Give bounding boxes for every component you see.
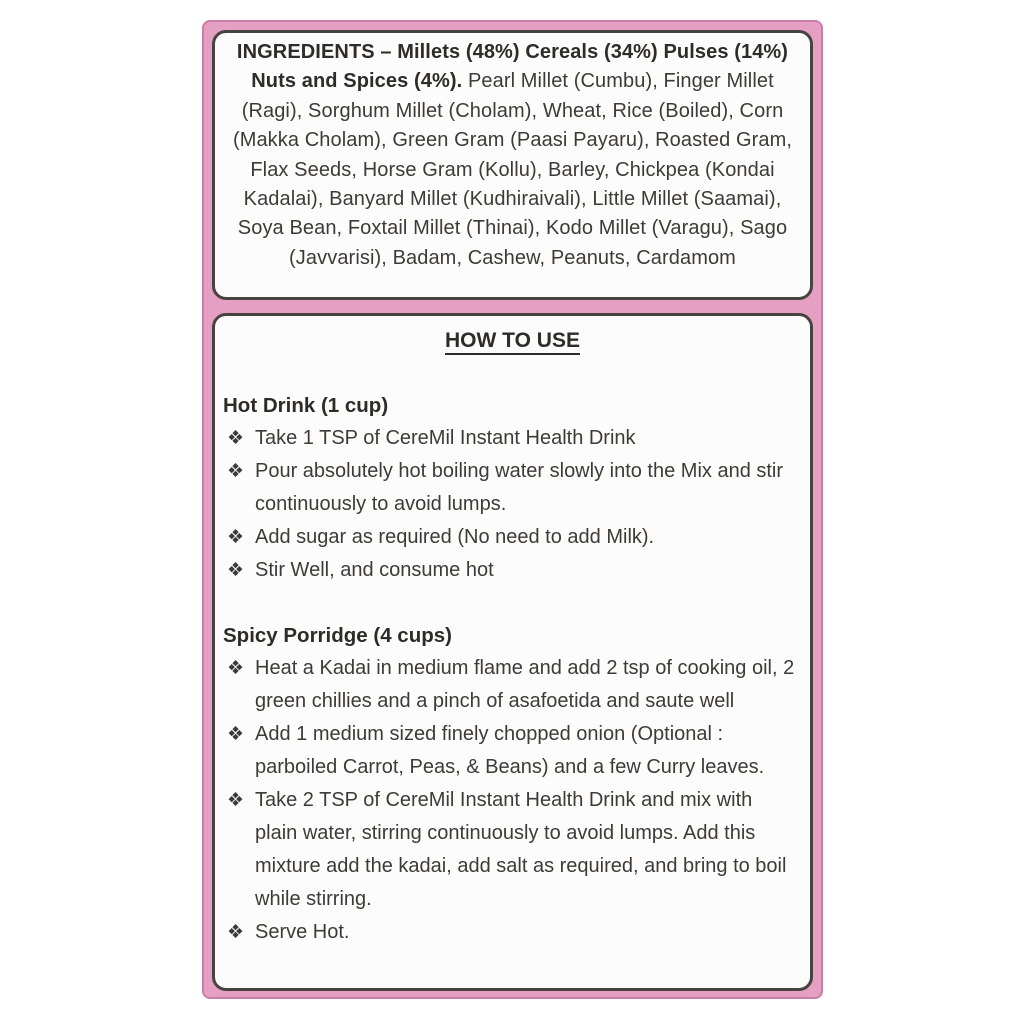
how-to-use-title: [223, 324, 802, 357]
how-to-use-panel: [212, 313, 813, 991]
ingredients-list: Pearl Millet (Cumbu), Finger Millet (Ragi), Sorghum Millet (Cholam), Wheat, Rice (Boiled), Corn (Makka Cholam), Green Gram (Paasi Payaru), Roasted Gram, Flax Seeds, Horse Gram (Kollu), Barley, Chickpea (Kondai Kadalai), Banyard Millet (Kudhiraivali), Little Millet (Saamai), Soya Bean, Foxtail Millet (Thinai), Kodo Millet (Varagu), Sago (Javvarisi), Badam, Cashew, Peanuts, Cardamom: [232, 70, 793, 269]
spicy-porridge-section: [223, 619, 802, 949]
instruction-step: [227, 455, 798, 521]
step-text: Take 1 TSP of CereMil Instant Health Drink: [255, 427, 636, 449]
spicy-porridge-steps: [223, 652, 802, 949]
hot-drink-heading: Hot Drink (1 cup): [223, 394, 389, 417]
diamond-bullet-icon: ❖: [227, 461, 245, 482]
step-text: Serve Hot.: [255, 921, 350, 943]
step-text: Add sugar as required (No need to add Milk).: [255, 526, 655, 548]
instruction-step: [227, 718, 798, 784]
how-to-use-title-text: HOW TO USE: [445, 329, 580, 355]
spicy-porridge-heading: Spicy Porridge (4 cups): [223, 624, 452, 647]
diamond-bullet-icon: ❖: [227, 527, 245, 548]
ingredients-heading: INGREDIENTS – Millets (48%) Cereals (34%) Pulses (14%) Nuts and Spices (4%).: [236, 41, 789, 93]
step-text: Heat a Kadai in medium flame and add 2 tsp of cooking oil, 2 green chillies and a pinch of asafoetida and saute well: [255, 657, 795, 712]
step-text: Stir Well, and consume hot: [255, 559, 494, 581]
hot-drink-section: [223, 389, 802, 587]
instruction-step: [227, 422, 798, 455]
instruction-step: [227, 554, 798, 587]
instruction-step: [227, 784, 798, 916]
step-text: Take 2 TSP of CereMil Instant Health Drink and mix with plain water, stirring continuously to avoid lumps. Add this mixture add the kadai, add salt as required, and bring to boil while stirring.: [255, 789, 787, 910]
instruction-step: [227, 521, 798, 554]
product-label-background: [202, 20, 823, 999]
ingredients-panel: [212, 30, 813, 300]
diamond-bullet-icon: ❖: [227, 658, 245, 679]
instruction-step: [227, 916, 798, 949]
instruction-step: [227, 652, 798, 718]
diamond-bullet-icon: ❖: [227, 790, 245, 811]
diamond-bullet-icon: ❖: [227, 724, 245, 745]
diamond-bullet-icon: ❖: [227, 560, 245, 581]
hot-drink-steps: [223, 422, 802, 587]
step-text: Add 1 medium sized finely chopped onion (Optional : parboiled Carrot, Peas, & Beans) and a few Curry leaves.: [255, 723, 765, 778]
diamond-bullet-icon: ❖: [227, 428, 245, 449]
step-text: Pour absolutely hot boiling water slowly into the Mix and stir continuously to avoid lumps.: [255, 460, 784, 515]
diamond-bullet-icon: ❖: [227, 922, 245, 943]
ingredients-text: [225, 38, 800, 273]
